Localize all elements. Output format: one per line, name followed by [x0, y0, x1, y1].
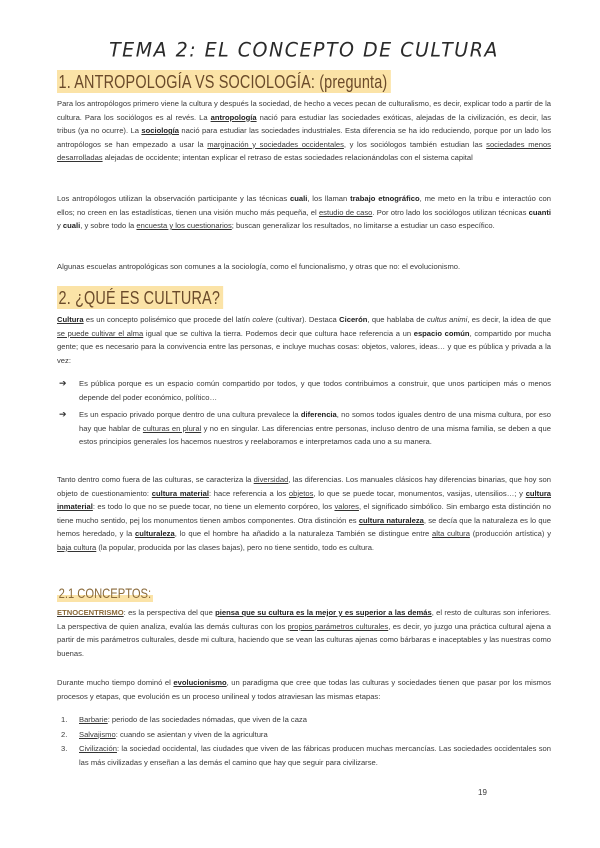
- list-item: 2. Salvajismo: cuando se asientan y viven de la agricultura: [61, 729, 268, 739]
- section-heading-que-es-cultura: 2. ¿QUÉ ES CULTURA?: [57, 286, 223, 309]
- subsection-heading-conceptos: 2.1 CONCEPTOS:: [58, 585, 152, 601]
- paragraph-diversidad: Tanto dentro como fuera de las culturas, se caracteriza la diversidad, las diferencias. Los manuales clásicos hay diferencias binarias, que hoy son objeto de cuestionamiento: cultura material: hace referencia a los objetos, lo que se puede tocar, monumentos, vasijas, utensilios…; y cultura inmaterial: es todo lo que no se puede tocar, no tiene un elemento corpóreo, los valores, el significado simbólico. Sin embargo esta distinción no tiene mucho sentido, pej los monumentos tienen ambos componentes. Otra distinción es cultura naturaleza, se decía que la naturaleza es lo que hemos heredado, y la culturaleza, lo que el hombre ha añadido a la naturaleza También se distingue entre alta cultura (producción artística) y baja cultura (la popular, producida por las clases bajas), pero no tiene sentido, todo es cultura.: [57, 475, 552, 552]
- list-item: ➔ Es pública porque es un espacio común compartido por todos, y que todos contribuimos a construir, que unos participen más o menos depende del poder económico, político…: [59, 378, 551, 402]
- arrow-right-icon: ➔: [59, 409, 67, 419]
- paragraph-antropologia-intro: Para los antropólogos primero viene la cultura y después la sociedad, de hecho a veces pecan de culturalismo, es decir, explicar todo a partir de la cultura. Para los sociólogos es al revés. La antropología nació para estudiar las sociedades exóticas, alejadas de la civilización, es decir, las tribus (ya no ocurre). La sociología nació para estudiar las sociedades industriales. Esta diferencia se ha ido reduciendo, porque por un lado los antropólogos se han empezado a usar la marginación y sociedades occidentales, y los sociólogos también estudian las sociedades menos desarrolladas alejadas de occidente; intentan explicar el retraso de estas sociedades relacionándolas con el sistema capital: [57, 99, 552, 162]
- paragraph-escuelas: Algunas escuelas antropológicas son comunes a la sociología, como el funcionalismo, y otras que no: el evolucionismo.: [57, 262, 461, 271]
- arrow-right-icon: ➔: [59, 378, 67, 388]
- paragraph-etnocentrismo: ETNOCENTRISMO: es la perspectiva del que piensa que su cultura es la mejor y es superior a las demás, el resto de culturas son inferiores. La perspectiva de quien analiza, evalúa las demás culturas con los propios parámetros culturales, es decir, yo juzgo una práctica cultural ajena a partir de mis parámetros culturales, desde mi cultura, haciendo que se vean las culturas ajenas como bárbaras e inaceptables y las nuestras como buenas.: [57, 608, 551, 658]
- list-item: ➔ Es un espacio privado porque dentro de una cultura prevalece la diferencia, no somos todos iguales dentro de una misma cultura, por eso hay que hablar de culturas en plural y no en singular. Las diferencias entre personas, incluso dentro de una misma familia, se deben a que estos principios generales los hacemos nuestros y reelaboramos e interpretamos cada uno a su manera.: [59, 409, 551, 446]
- page-title: TEMA 2: EL CONCEPTO DE CULTURA: [109, 38, 499, 62]
- paragraph-evolucionismo: Durante mucho tiempo dominó el evolucionismo, un paradigma que cree que todas las culturas y sociedades tienen que pasar por los mismos procesos y etapas, que evolución es un proceso unilineal y todos atraviesan las mismas etapas:: [57, 678, 552, 701]
- etapas-numbered-list: [57, 713, 551, 770]
- section-heading-antropologia: 1. ANTROPOLOGÍA VS SOCIOLOGÍA: (pregunta): [57, 70, 390, 93]
- list-item: 3. Civilización: la sociedad occidental, las ciudades que viven de las fábricas producen muchas mercancías. Las sociedades occidentales son las más civilizadas y enseñan a las demás el camino que hay que seguir para civilizarse.: [61, 744, 551, 767]
- list-item: 1. Barbarie: periodo de las sociedades nómadas, que viven de la caza: [61, 715, 307, 724]
- page-number: 19: [478, 788, 487, 797]
- paragraph-cultura-definicion: Cultura es un concepto polisémico que procede del latín colere (cultivar). Destaca Cicerón, que hablaba de cultus animi, es decir, la idea de que se puede cultivar el alma igual que se cultiva la tierra. Podemos decir que cultura hace referencia a un espacio común, compartido por mucha gente; que es necesario para la convivencia entre las personas, e incluye muchas cosas: objetos, valores, ideas… y que es pública y privada a la vez:: [57, 315, 552, 365]
- cultura-bullet-list: [57, 377, 551, 453]
- paragraph-tecnicas: Los antropólogos utilizan la observación participante y las técnicas cuali, los llaman trabajo etnográfico, me meto en la tribu e interactúo con ellos; no creen en las estadísticas, tienen una visión mucho más pequeña, el estudio de caso. Por otro lado los sociólogos utilizan técnicas cuanti y cuali, y sobre todo la encuesta y los cuestionarios; buscan generalizar los resultados, no limitarse a estudiar un caso específico.: [57, 194, 551, 230]
